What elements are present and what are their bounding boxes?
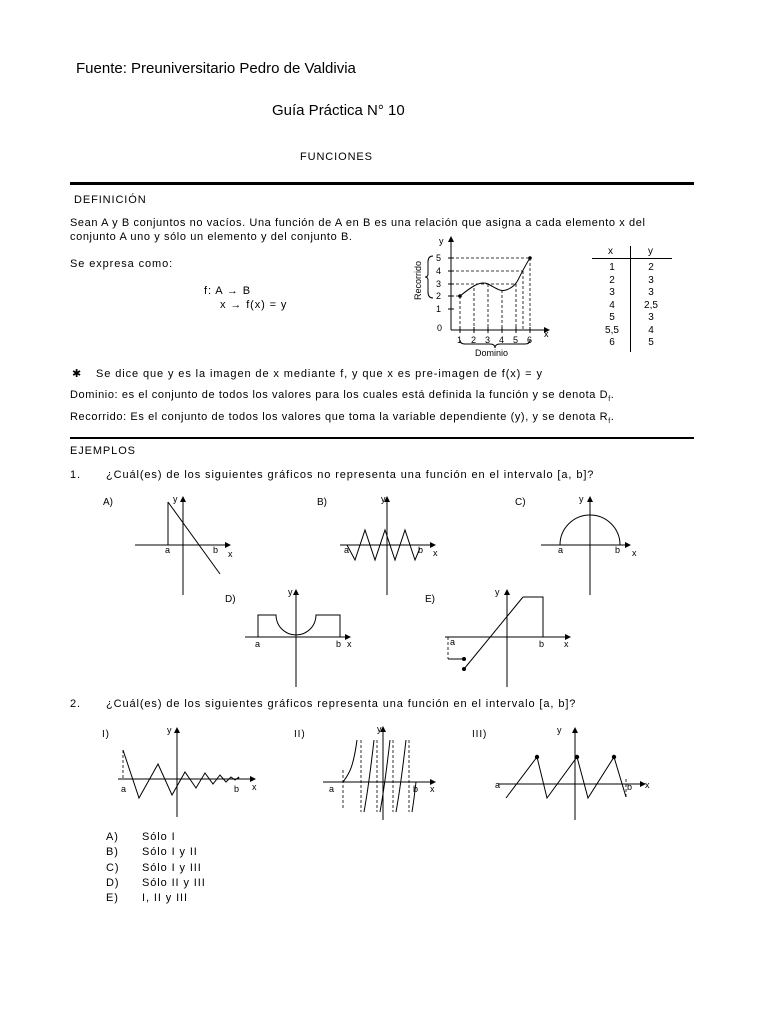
svg-text:a: a [495,780,501,790]
svg-text:x: x [347,639,352,649]
svg-text:y: y [173,494,178,504]
end-point [528,256,532,260]
svg-text:a: a [255,639,261,649]
graph-y-label: y [439,236,444,246]
svg-text:b: b [336,639,342,649]
image-note: Se dice que y es la imagen de x mediante f, y que x es pre-imagen de f(x) = y [96,368,543,380]
q2-number: 2. [70,698,81,710]
svg-text:b: b [213,545,219,555]
expressed-as: Se expresa como: [70,258,174,270]
range-definition: Recorrido: Es el conjunto de todos los valores que toma la variable dependiente (y), y se denota $R_f$. [70,411,615,426]
q1-label-d: D) [225,594,236,605]
definition-heading: DEFINICIÓN [74,194,147,206]
svg-text:x: x [430,784,435,794]
ramp-line [464,597,523,669]
domain-definition: Dominio: es el conjunto de todos los valores para los cuales está definida la función y se denota $D_f$. [70,389,615,404]
table-header-y: y [648,246,653,257]
top-divider [70,182,694,185]
q1-number: 1. [70,469,81,481]
table-h-rule [592,258,672,259]
step-end [523,597,543,637]
svg-text:y: y [495,587,500,597]
svg-text:a: a [329,784,335,794]
svg-text:y: y [288,587,293,597]
function-curve [460,258,530,296]
svg-text:y: y [381,494,386,504]
q1-label-e: E) [425,594,435,605]
domain-label: Dominio [475,348,509,358]
examples-heading: EJEMPLOS [70,445,136,457]
svg-text:x: x [252,782,257,792]
range-brace [425,256,433,298]
option-c[interactable]: C) Sólo I y III [106,862,202,874]
option-d[interactable]: D) Sólo II y III [106,877,206,889]
q2-label-i: I) [102,729,110,740]
svg-text:x: x [433,548,438,558]
svg-text:2: 2 [471,335,477,345]
tan-branch-1 [343,740,357,782]
svg-text:x: x [564,639,569,649]
q1-label-a: A) [103,497,113,508]
svg-text:5: 5 [436,253,442,263]
formula-line-1: f: A → B [204,285,251,297]
svg-text:x: x [645,780,650,790]
table-v-rule [630,246,631,352]
svg-text:y: y [377,724,382,734]
svg-text:b: b [627,782,633,792]
svg-text:1: 1 [436,304,442,314]
q1-label-c: C) [515,497,526,508]
definition-graph [400,228,570,363]
source-line: Fuente: Preuniversitario Pedro de Valdivia [76,60,356,77]
svg-text:a: a [450,637,456,647]
table-y-column: 2 3 3 2,5 3 4 5 [644,262,658,348]
star-bullet-icon: ✱ [72,368,82,380]
q2-graph-i [110,722,270,822]
table-header-x: x [608,246,613,257]
damped-oscillation-curve [123,750,239,798]
svg-text:b: b [418,545,424,555]
svg-text:a: a [121,784,127,794]
q1-graph-c [538,490,648,600]
q1-graph-a [130,490,240,600]
definition-line-1: Sean A y B conjuntos no vacíos. Una función de A en B es una relación que asigna a cada elemento x del [70,217,646,229]
table-x-column: 1 2 3 4 5 5,5 6 [605,262,619,348]
mid-divider [70,437,694,439]
svg-text:y: y [557,725,562,735]
svg-text:6: 6 [527,335,533,345]
range-label: Recorrido [413,260,423,300]
y-axis-arrow [448,236,454,242]
q1-label-b: B) [317,497,327,508]
svg-text:1: 1 [457,335,463,345]
tan-branch-2 [364,740,374,812]
graph-x-label: x [544,329,549,339]
formula-line-2: x → f(x) = y [220,299,288,311]
svg-text:y: y [167,725,172,735]
q2-label-iii: III) [472,729,488,740]
topic-title: FUNCIONES [300,151,373,163]
bowl-curve [258,615,340,637]
q2-graph-iii [490,722,660,822]
svg-text:x: x [632,548,637,558]
guide-title: Guía Práctica N° 10 [272,102,405,119]
q2-graph-ii [318,720,448,822]
option-a[interactable]: A) Sólo I [106,831,176,843]
start-point [458,294,462,298]
q1-graph-e [440,585,575,695]
tan-branch-4 [396,740,406,812]
graph-origin: 0 [437,323,443,333]
definition-line-2: conjunto A uno y sólo un elemento y del conjunto B. [70,231,353,243]
q1-graph-d [240,585,360,695]
option-e[interactable]: E) I, II y III [106,892,188,904]
option-b[interactable]: B) Sólo I y II [106,846,198,858]
svg-text:2: 2 [436,291,442,301]
svg-text:a: a [165,545,171,555]
svg-text:y: y [579,494,584,504]
q2-label-ii: II) [294,729,306,740]
tan-branch-3 [380,740,390,812]
line-curve [168,502,220,574]
svg-text:a: a [558,545,564,555]
svg-text:a: a [344,545,350,555]
svg-text:4: 4 [499,335,505,345]
svg-text:b: b [615,545,621,555]
svg-text:b: b [539,639,545,649]
q2-text: ¿Cuál(es) de los siguientes gráficos representa una función en el intervalo [a, b]? [106,698,577,710]
svg-text:5: 5 [513,335,519,345]
sawtooth-curve [506,757,626,798]
svg-text:x: x [228,549,233,559]
svg-text:b: b [413,784,419,794]
svg-text:3: 3 [485,335,491,345]
svg-text:4: 4 [436,266,442,276]
svg-text:b: b [234,784,240,794]
q1-graph-b [335,490,445,600]
svg-text:3: 3 [436,279,442,289]
q1-text: ¿Cuál(es) de los siguientes gráficos no representa una función en el intervalo [a, b]? [106,469,595,481]
